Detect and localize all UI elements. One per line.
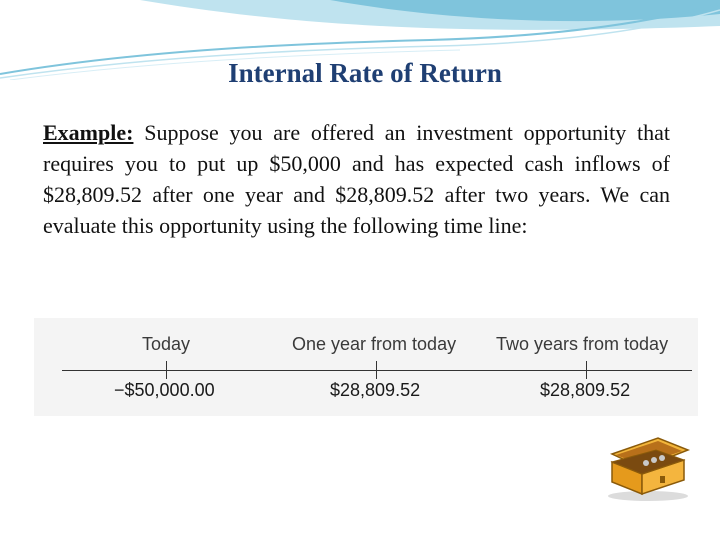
cash-flow-timeline [34,318,698,416]
timeline-axis [62,370,692,371]
timeline-label-today: Today [142,334,191,354]
timeline-tick-year-two [586,361,587,379]
timeline-value-today: −$50,000.00 [114,380,215,400]
timeline-value-year-two: $28,809.52 [540,380,631,400]
timeline-tick-year-one [376,361,377,379]
timeline-tick-today [166,361,167,379]
example-body-text: Suppose you are offered an investment opportunity that requires you to put up $50,000 and has expected cash inflows of $28,809.52 after one year and $28,809.52 after two years. We can evaluate this opportunity using the following time line: [43,120,670,238]
example-paragraph [43,117,670,241]
slide-title: Internal Rate of Return [228,58,502,88]
timeline-label-year-two: Two years from today [496,334,669,354]
timeline-value-year-one: $28,809.52 [330,380,421,400]
timeline-label-year-one: One year from today [292,334,457,354]
treasure-chest-icon [598,432,694,502]
example-label: Example: [43,120,134,145]
